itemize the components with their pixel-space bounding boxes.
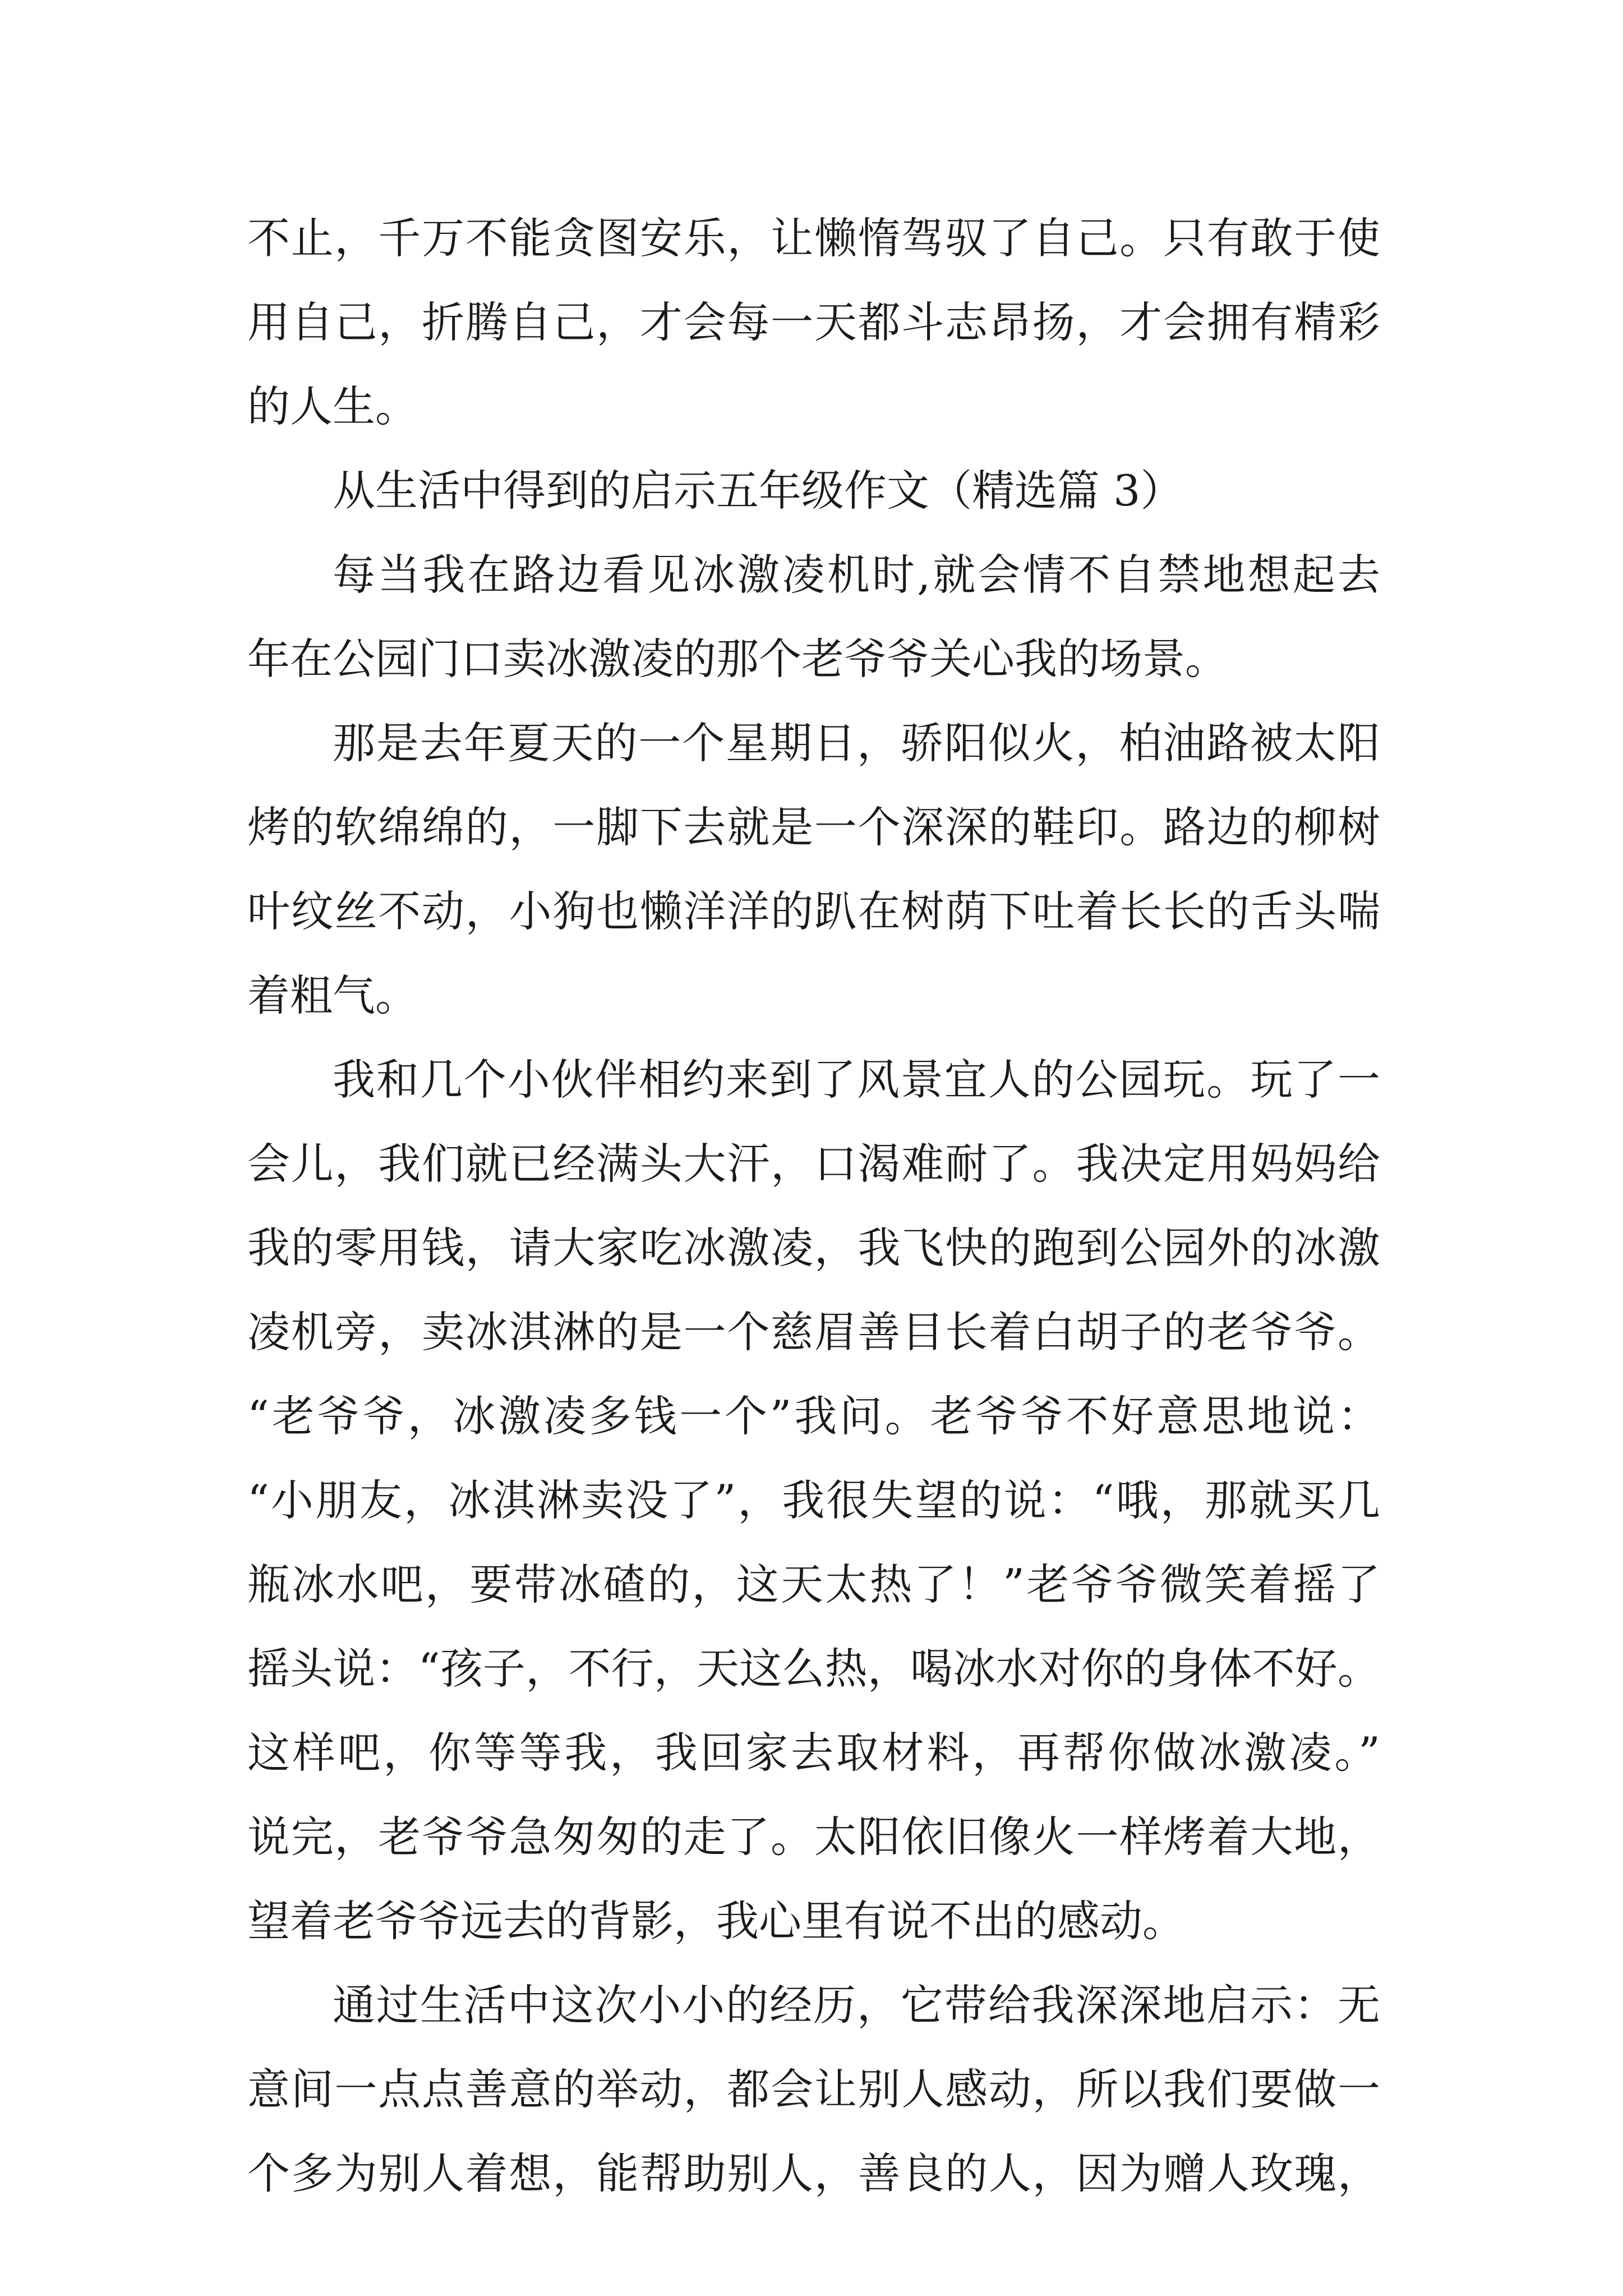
text-line: 不止，千万不能贪图安乐，让懒惰驾驭了自己。只有敢于使 [247, 213, 1380, 263]
text-line: 每当我在路边看见冰激凌机时,就会情不自禁地想起去 [333, 550, 1380, 600]
text-line: 那是去年夏天的一个星期日，骄阳似火，柏油路被太阳 [333, 718, 1380, 768]
text-line: 望着老爷爷远去的背影，我心里有说不出的感动。 [247, 1896, 1185, 1946]
text-line: 意间一点点善意的举动，都会让别人感动，所以我们要做一 [247, 2064, 1380, 2114]
text-line: 我和几个小伙伴相约来到了风景宜人的公园玩。玩了一 [333, 1055, 1380, 1105]
text-line: 这样吧，你等等我，我回家去取材料，再帮你做冰激凌。” [247, 1728, 1380, 1778]
text-line: 个多为别人着想，能帮助别人，善良的人，因为赠人玫瑰， [247, 2148, 1380, 2198]
text-line: 通过生活中这次小小的经历，它带给我深深地启示：无 [333, 1980, 1380, 2030]
section-heading: 从生活中得到的启示五年级作文（精选篇 3） [333, 466, 1183, 516]
text-line: 说完，老爷爷急匆匆的走了。太阳依旧像火一样烤着大地， [247, 1812, 1380, 1862]
text-line: 凌机旁，卖冰淇淋的是一个慈眉善目长着白胡子的老爷爷。 [247, 1307, 1380, 1357]
text-line: “小朋友，冰淇淋卖没了”，我很失望的说：“哦，那就买几 [247, 1475, 1380, 1525]
text-line: 我的零用钱，请大家吃冰激凌，我飞快的跑到公园外的冰激 [247, 1223, 1380, 1273]
text-line: 瓶冰水吧，要带冰碴的，这天太热了！”老爷爷微笑着摇了 [247, 1559, 1380, 1609]
text-line: 摇头说：“孩子，不行，天这么热，喝冰水对你的身体不好。 [247, 1644, 1380, 1694]
text-line: “老爷爷，冰激凌多钱一个”我问。老爷爷不好意思地说： [247, 1391, 1380, 1441]
text-line: 的人生。 [247, 381, 418, 431]
text-line: 着粗气。 [247, 970, 418, 1020]
text-line: 年在公园门口卖冰激凌的那个老爷爷关心我的场景。 [247, 634, 1228, 684]
text-line: 烤的软绵绵的，一脚下去就是一个深深的鞋印。路边的柳树 [247, 802, 1380, 852]
text-line: 叶纹丝不动，小狗也懒洋洋的趴在树荫下吐着长长的舌头喘 [247, 886, 1380, 936]
body-text [247, 196, 1380, 2216]
text-line: 会儿，我们就已经满头大汗，口渴难耐了。我决定用妈妈给 [247, 1139, 1380, 1189]
text-line: 用自己，折腾自己，才会每一天都斗志昂扬，才会拥有精彩 [247, 297, 1380, 347]
